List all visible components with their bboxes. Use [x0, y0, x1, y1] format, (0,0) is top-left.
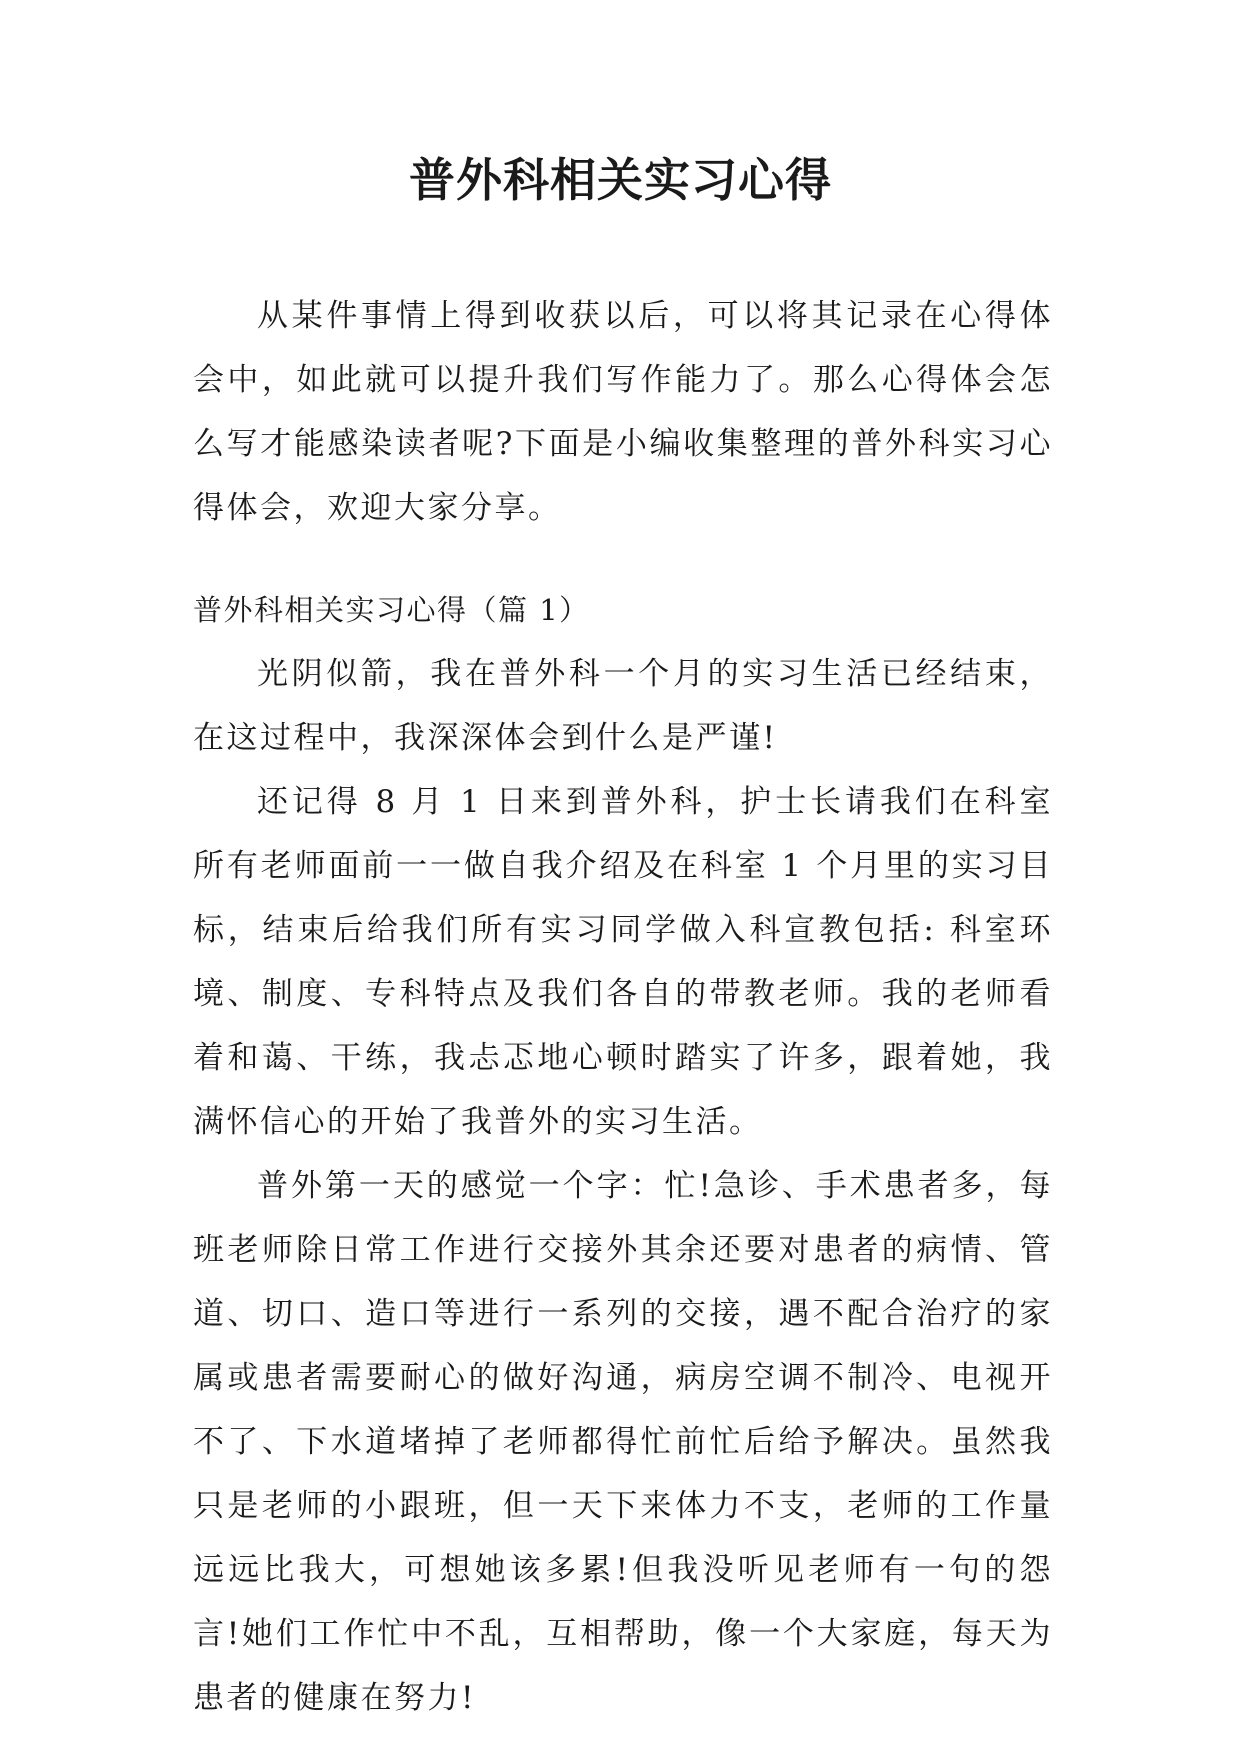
- body-paragraph: 普外第一天的感觉一个字：忙!急诊、手术患者多，每班老师除日常工作进行交接外其余还要对患者的病情、管道、切口、造口等进行一系列的交接，遇不配合治疗的家属或患者需要耐心的做好沟通，病房空调不制冷、电视开不了、下水道堵掉了老师都得忙前忙后给予解决。虽然我只是老师的小跟班，但一天下来体力不支，老师的工作量远远比我大，可想她该多累!但我没听见老师有一句的怨言!她们工作忙中不乱，互相帮助，像一个大家庭，每天为患者的健康在努力!: [193, 1168, 1053, 1716]
- section-1: [193, 578, 1053, 1730]
- document-title: 普外科相关实习心得: [409, 153, 832, 207]
- section-heading: 普外科相关实习心得（篇 1）: [193, 593, 590, 627]
- body-paragraph: 还记得 8 月 1 日来到普外科，护士长请我们在科室所有老师面前一一做自我介绍及在科室 1 个月里的实习目标，结束后给我们所有实习同学做入科宣教包括: 科室环境、制度、专科特点及我们各自的带教老师。我的老师看着和蔼、干练，我忐忑地心顿时踏实了许多，跟着她，我满怀信心的开始了我普外的实习生活。: [193, 784, 1053, 1140]
- body-paragraph: 光阴似箭，我在普外科一个月的实习生活已经结束，在这过程中，我深深体会到什么是严谨!: [193, 656, 1053, 756]
- intro-paragraph: 从某件事情上得到收获以后，可以将其记录在心得体会中，如此就可以提升我们写作能力了。那么心得体会怎么写才能感染读者呢?下面是小编收集整理的普外科实习心得体会，欢迎大家分享。: [193, 298, 1053, 526]
